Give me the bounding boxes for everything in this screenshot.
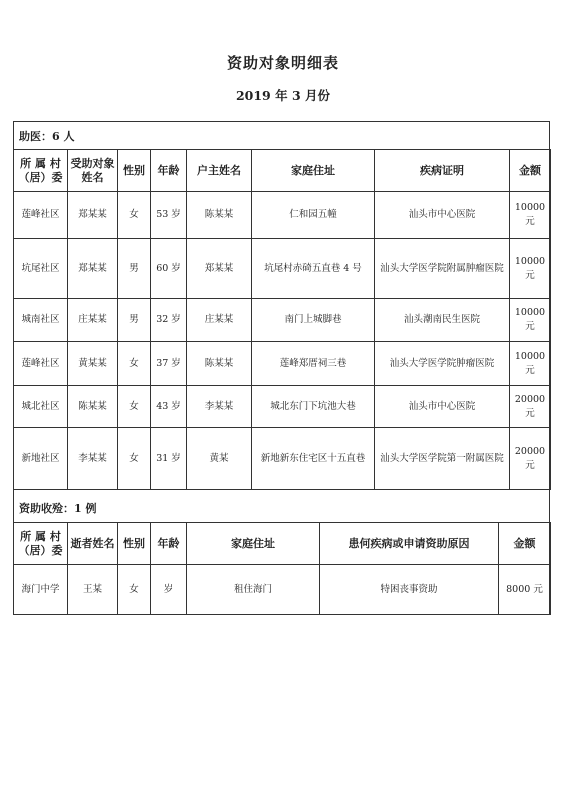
cell-certificate: 汕头市中心医院 [375, 192, 510, 239]
cell-community: 莲峰社区 [14, 192, 68, 239]
cell-gender: 男 [118, 299, 151, 342]
header-cell: 金额 [499, 523, 551, 565]
header-cell: 所 属 村（居）委 [14, 523, 68, 565]
cell-age: 37 岁 [151, 342, 187, 386]
header-cell: 金额 [510, 150, 551, 192]
cell-community: 海门中学 [14, 565, 68, 615]
cell-gender: 女 [118, 428, 151, 490]
cell-community: 坑尾社区 [14, 239, 68, 299]
cell-deceased: 王某 [68, 565, 118, 615]
table-row [14, 565, 551, 615]
page-subtitle: 2019 年 3 月份 [235, 88, 331, 103]
cell-community: 城南社区 [14, 299, 68, 342]
table-row [14, 299, 551, 342]
cell-householder: 陈某某 [187, 192, 252, 239]
cell-gender: 女 [118, 565, 151, 615]
page-title: 资助对象明细表 [226, 54, 339, 72]
header-cell: 患何疾病或申请资助原因 [320, 523, 499, 565]
cell-gender: 女 [118, 192, 151, 239]
cell-amount: 20000 元 [510, 428, 551, 490]
header-cell: 家庭住址 [187, 523, 320, 565]
cell-householder: 李某某 [187, 386, 252, 428]
cell-age: 32 岁 [151, 299, 187, 342]
cell-amount: 10000 元 [510, 299, 551, 342]
medical-aid-table [13, 149, 551, 490]
cell-recipient: 李某某 [68, 428, 118, 490]
header-cell: 所 属 村（居）委 [14, 150, 68, 192]
cell-amount: 10000 元 [510, 239, 551, 299]
table-header-row [14, 523, 551, 565]
cell-amount: 20000 元 [510, 386, 551, 428]
header-cell: 受助对象姓名 [68, 150, 118, 192]
cell-gender: 女 [118, 342, 151, 386]
cell-householder: 陈某某 [187, 342, 252, 386]
table-row [14, 342, 551, 386]
cell-community: 新地社区 [14, 428, 68, 490]
cell-recipient: 郑某某 [68, 192, 118, 239]
cell-amount: 10000 元 [510, 342, 551, 386]
header-cell: 性别 [118, 523, 151, 565]
header-cell: 年龄 [151, 523, 187, 565]
header-cell: 家庭住址 [252, 150, 375, 192]
cell-recipient: 黄某某 [68, 342, 118, 386]
cell-age: 53 岁 [151, 192, 187, 239]
cell-address: 新地新东住宅区十五直巷 [252, 428, 375, 490]
cell-certificate: 汕头大学医学院肿瘤医院 [375, 342, 510, 386]
section-heading-funeral: 资助收殓：1 例 [19, 502, 97, 515]
cell-community: 莲峰社区 [14, 342, 68, 386]
cell-recipient: 郑某某 [68, 239, 118, 299]
cell-amount: 8000 元 [499, 565, 551, 615]
header-cell: 户主姓名 [187, 150, 252, 192]
table-row [14, 192, 551, 239]
cell-recipient: 庄某某 [68, 299, 118, 342]
cell-amount: 10000 元 [510, 192, 551, 239]
cell-gender: 女 [118, 386, 151, 428]
cell-certificate: 汕头市中心医院 [375, 386, 510, 428]
table-row [14, 239, 551, 299]
cell-community: 城北社区 [14, 386, 68, 428]
cell-address: 租住海门 [187, 565, 320, 615]
funeral-aid-table [13, 522, 551, 615]
cell-age: 60 岁 [151, 239, 187, 299]
cell-address: 坑尾村赤碕五直巷 4 号 [252, 239, 375, 299]
table-row [14, 386, 551, 428]
cell-householder: 郑某某 [187, 239, 252, 299]
cell-certificate: 汕头大学医学院附属肿瘤医院 [375, 239, 510, 299]
section-heading-medical: 助医：6 人 [19, 130, 75, 143]
cell-age: 43 岁 [151, 386, 187, 428]
cell-gender: 男 [118, 239, 151, 299]
table-header-row [14, 150, 551, 192]
cell-age: 31 岁 [151, 428, 187, 490]
cell-certificate: 汕头大学医学院第一附属医院 [375, 428, 510, 490]
cell-address: 仁和园五幢 [252, 192, 375, 239]
header-cell: 逝者姓名 [68, 523, 118, 565]
cell-householder: 庄某某 [187, 299, 252, 342]
cell-address: 城北东门下坑池大巷 [252, 386, 375, 428]
header-cell: 疾病证明 [375, 150, 510, 192]
cell-reason: 特困丧事资助 [320, 565, 499, 615]
table-row [14, 428, 551, 490]
cell-householder: 黄某 [187, 428, 252, 490]
cell-address: 南门上城脚巷 [252, 299, 375, 342]
header-cell: 性别 [118, 150, 151, 192]
cell-address: 莲峰郑厝祠三巷 [252, 342, 375, 386]
cell-certificate: 汕头潮南民生医院 [375, 299, 510, 342]
cell-recipient: 陈某某 [68, 386, 118, 428]
cell-age: 岁 [151, 565, 187, 615]
header-cell: 年龄 [151, 150, 187, 192]
